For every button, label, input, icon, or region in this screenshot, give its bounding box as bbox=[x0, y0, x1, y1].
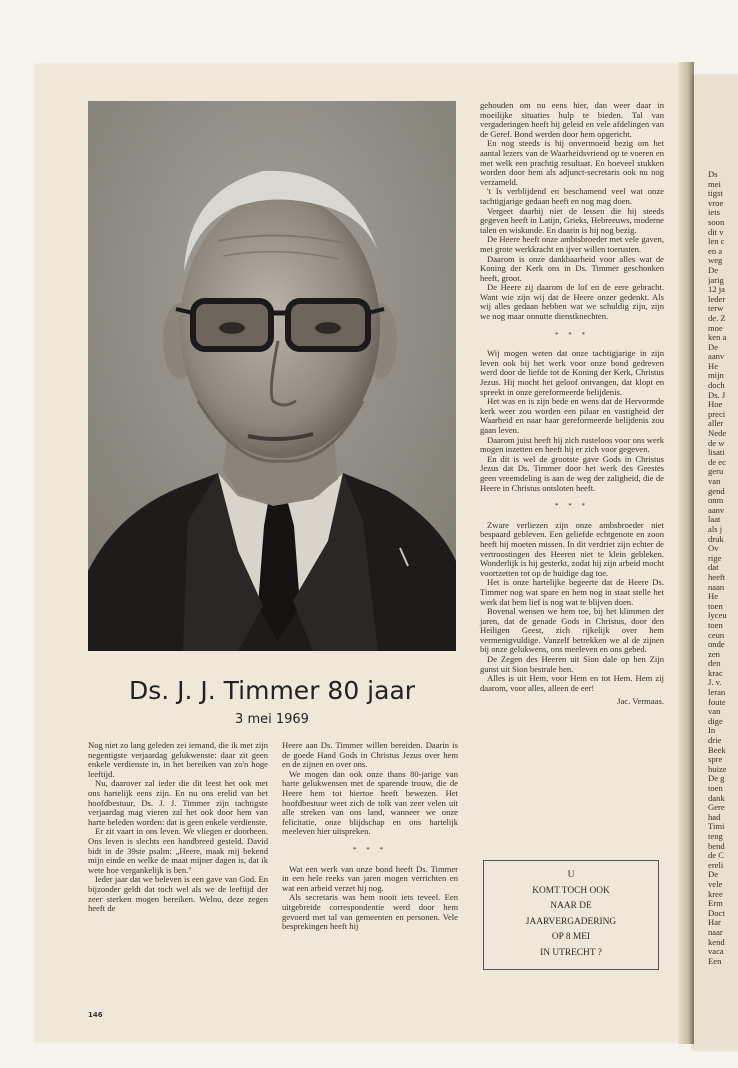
meeting-notice-box bbox=[483, 860, 659, 970]
next-page-fragment: J. v. bbox=[708, 677, 722, 688]
article-date: 3 mei 1969 bbox=[235, 712, 309, 727]
next-page-fragment: naar bbox=[708, 926, 723, 937]
next-page-fragment: kend bbox=[708, 936, 725, 947]
next-page-fragment: vele bbox=[708, 878, 723, 889]
portrait-image bbox=[88, 101, 456, 651]
next-page-fragment: mijn bbox=[708, 370, 724, 381]
next-page-fragment: Ds bbox=[708, 170, 718, 179]
next-page-fragment: laat bbox=[708, 514, 721, 525]
next-page-fragment: onde bbox=[708, 639, 725, 650]
section-divider: * * * bbox=[353, 845, 387, 854]
next-page-fragment: Har bbox=[708, 917, 721, 928]
paragraph: Als secretaris was hem nooit iets teveel. Een uitgebreide correspondentie werd door hem gevoerd met tal van gemeenten en personen. Vele besprekingen heeft hij bbox=[282, 892, 458, 932]
next-page-fragment: Erm bbox=[708, 898, 723, 909]
next-page-fragment: geru bbox=[708, 466, 724, 477]
paragraph: 't Is verblijdend en beschamend veel wat onze tachtigjarige gedaan heeft en nog mag doen. bbox=[480, 186, 664, 206]
notice-line: KOMT TOCH OOK bbox=[532, 885, 610, 896]
next-page-text-fragments bbox=[708, 170, 738, 966]
next-page-fragment: naan bbox=[708, 581, 725, 592]
next-page-fragment: iets bbox=[708, 207, 720, 218]
next-page-fragment: Hoe bbox=[708, 399, 723, 410]
paragraph: Het is onze hartelijke begeerte dat de Heere Ds. Timmer nog wat spare en hem nog in staat stelle het werk dat hem lief is nog wat te blijven doen. bbox=[480, 577, 664, 607]
next-page-fragment: In bbox=[708, 725, 716, 736]
next-page-fragment: onm bbox=[708, 495, 724, 506]
page-number: 146 bbox=[88, 1011, 103, 1019]
next-page-fragment: preci bbox=[708, 408, 726, 419]
next-page-fragment: jarig bbox=[708, 274, 724, 285]
section-divider: * * * bbox=[555, 502, 589, 511]
next-page-fragment: mei bbox=[708, 178, 721, 189]
next-page-fragment: 12 ja bbox=[708, 284, 725, 295]
notice-line: IN UTRECHT ? bbox=[540, 947, 602, 958]
next-page-fragment: zen bbox=[708, 648, 720, 659]
next-page-fragment: Ds. J bbox=[708, 389, 726, 400]
next-page-fragment: leran bbox=[708, 687, 726, 698]
paragraph: De Zegen des Heeren uit Sion dale op hen Zijn gunst uit Sion bestrale hen. bbox=[480, 654, 664, 674]
next-page-fragment: ereli bbox=[708, 859, 724, 870]
paragraph: Wat een werk van onze bond heeft Ds. Timmer in een hele reeks van jaren mogen verrichten en wat een arbeid verzet hij nog. bbox=[282, 863, 458, 893]
next-page-fragment: moe bbox=[708, 322, 723, 333]
next-page-fragment: len c bbox=[708, 236, 725, 247]
article-title: Ds. J. J. Timmer 80 jaar bbox=[128, 676, 416, 705]
next-page-fragment: dank bbox=[708, 792, 725, 803]
next-page-fragment: en a bbox=[708, 245, 723, 256]
paragraph: Heere aan Ds. Timmer willen bereiden. Daarin is de goede Hand Gods in Christus Jezus over hem en de zijnen en over ons. bbox=[282, 740, 458, 770]
author-signature: Jac. Vermaas. bbox=[617, 696, 664, 707]
next-page-fragment: lisati bbox=[708, 447, 725, 458]
notice-line: JAARVERGADERING bbox=[525, 916, 617, 927]
next-page-fragment: krac bbox=[708, 667, 723, 678]
next-page-fragment: leder bbox=[708, 293, 726, 304]
paragraph: Alles is uit Hem, voor Hem en tot Hem. Hem zij daarom, voor alles, alleen de eer! bbox=[480, 673, 664, 693]
next-page-fragment: foute bbox=[708, 696, 726, 707]
next-page-fragment: de. Z bbox=[708, 312, 726, 323]
next-page-fragment: aller bbox=[708, 418, 724, 429]
next-page-fragment: vaca bbox=[708, 946, 724, 957]
next-page-fragment: weg bbox=[708, 255, 723, 266]
next-page-fragment: druk bbox=[708, 533, 724, 544]
next-page-fragment: toen bbox=[708, 600, 723, 611]
text-column-2 bbox=[282, 741, 458, 932]
next-page-fragment: ceun bbox=[708, 629, 725, 640]
paragraph: Daarom is onze dankbaarheid voor alles wat de Koning der Kerk ons in Ds. Timmer geschonken heeft, groot. bbox=[480, 253, 664, 283]
text-column-3 bbox=[480, 101, 664, 707]
next-page-fragment: als j bbox=[708, 523, 723, 534]
next-page-fragment: He bbox=[708, 591, 719, 602]
next-page-fragment: De bbox=[708, 869, 719, 880]
paragraph: gehouden om nu eens hier, dan weer daar in moeilijke situaties hulp te bieden. Tal van vergaderingen heeft hij geleid en vele afdelingen van de Geref. Bond werden door hem opgericht. bbox=[480, 100, 664, 139]
next-page-fragment: De g bbox=[708, 773, 725, 784]
next-page-fragment: aanv bbox=[708, 351, 725, 362]
next-page-fragment: bend bbox=[708, 840, 725, 851]
next-page-fragment: He bbox=[708, 360, 719, 371]
next-page-fragment: huize bbox=[708, 763, 727, 774]
next-page-fragment: vroe bbox=[708, 197, 724, 208]
next-page-fragment: soon bbox=[708, 216, 725, 227]
text-column-1 bbox=[88, 741, 268, 914]
next-page-fragment: heeft bbox=[708, 571, 726, 582]
paragraph: De Heere zij daarom de lof en de eere gebracht. Want wie zijn wij dat de Heere onzer gedenkt. Als wij alles gedaan hebben wat we schuldig zijn, zijn we nog maar onnutte dienstknechten. bbox=[480, 282, 664, 322]
paragraph: Ieder jaar dat we beleven is een gave van God. En bijzonder geldt dat toch wel als we de leeftijd der zeer sterken mogen bereiken. Welnu, deze zegen heeft de bbox=[88, 874, 268, 914]
paragraph: Bovenal wensen we hem toe, bij het klimmen der jaren, dat de genade Gods in Christus, door den Heiligen Geest, zich rijkelijk over hem vermenigvuldige. Vanzelf betrekken we al de zijnen bij onze gelukwens, ons meeleven en ons gebed. bbox=[480, 606, 664, 655]
paragraph: Daarom juist heeft hij zich rusteloos voor ons werk mogen inzetten en heeft hij er zich voor gegeven. bbox=[480, 434, 664, 455]
next-page-fragment: toen bbox=[708, 619, 723, 630]
paragraph: Wij mogen weten dat onze tachtigjarige in zijn leven ook bij het werk voor onze bond gedreven werd door de liefde tot de Koning der Kerk, Christus Jezus. Hij mocht het geloof ontvangen, dat klopt en spreekt in onze gereformeerde belijdenis. bbox=[480, 348, 664, 397]
next-page-fragment: lyceu bbox=[708, 610, 727, 621]
next-page-fragment: De bbox=[708, 341, 719, 352]
paragraph: Zware verliezen zijn onze ambsbroeder niet bespaard gebleven. Een geliefde echtgenote en zoon heeft hij moeten missen. In dit verdriet zijn echter de vertroostingen des Heeren niet te klein gebleken. Wonderlijk is hij gesterkt, zodat hij zijn arbeid mocht voortzetten tot op de huidige dag toe. bbox=[480, 519, 664, 578]
next-page-fragment: gend bbox=[708, 485, 725, 496]
next-page-fragment: Gere bbox=[708, 802, 725, 813]
next-page-fragment: doch bbox=[708, 380, 725, 391]
next-page-fragment: tigst bbox=[708, 188, 723, 199]
next-page-fragment: van bbox=[708, 706, 721, 717]
next-page-fragment: terw bbox=[708, 303, 724, 314]
notice-line: NAAR DE bbox=[550, 901, 592, 911]
next-page-fragment: ken a bbox=[708, 332, 727, 343]
next-page-fragment: den bbox=[708, 658, 721, 669]
next-page-fragment: Timi bbox=[708, 821, 725, 832]
section-divider: * * * bbox=[555, 330, 589, 339]
notice-line: OP 8 MEI bbox=[551, 932, 591, 942]
next-page-fragment: de ec bbox=[708, 456, 726, 467]
next-page-fragment: dige bbox=[708, 715, 723, 726]
paragraph: Er zit vaart in ons leven. We vliegen er doorheen. Ons leven is slechts een handbreed gesteld. David bidt in de 39ste psalm: „Heere, maak mij bekend mijn einde en welke de maat mijner dagen is, dat ik wete hoe vergankelijk is ben." bbox=[88, 826, 268, 875]
paragraph: Nog niet zo lang geleden zei iemand, die ik met zijn negentigste verjaardag gelukwenste: daar zit geen enkele verdienste in, in het bereiken van zo'n hoge leeftijd. bbox=[88, 740, 268, 779]
next-page-fragment: Een bbox=[708, 955, 722, 966]
next-page-fragment: aanv bbox=[708, 504, 725, 515]
next-page-fragment: teng bbox=[708, 830, 723, 841]
paragraph: De Heere heeft onze ambtsbroeder met vele gaven, met grote werkkracht en ijver willen toerusten. bbox=[480, 234, 664, 254]
next-page-fragment: kree bbox=[708, 888, 723, 899]
paragraph: Het was en is zijn bede en wens dat de Hervormde kerk weer zou worden een pilaar en vastigheid der Waarheid en naar haar gereformeerde belijdenis zou gaan leven. bbox=[480, 396, 664, 435]
next-page-fragment: Doct bbox=[708, 907, 725, 918]
portrait-photo bbox=[88, 101, 456, 651]
next-page-fragment: de C bbox=[708, 850, 724, 861]
page-gutter bbox=[678, 62, 694, 1044]
next-page-fragment: toen bbox=[708, 783, 723, 793]
next-page-fragment: van bbox=[708, 476, 721, 486]
next-page-fragment: de w bbox=[708, 437, 725, 448]
paragraph: En dit is wel de grootste gave Gods in Christus Jezus dat Ds. Timmer door het werk des Geestes geen vreemdeling is aan de weg der zaligheid, die de Heere in Christus ontsloten heeft. bbox=[480, 453, 664, 493]
next-page-fragment: dit v bbox=[708, 226, 724, 237]
next-page-fragment: drie bbox=[708, 735, 722, 746]
paragraph: We mogen dan ook onze thans 80-jarige van harte gelukwensen met de sparende trouw, die de Heere hem tot hiertoe heeft bewezen. Het hoofdbestuur weet zich de tolk van zeer velen uit alle streken van ons land, wanneer we onze felicitatie, onze blijdschap en ons hartelijk meeleven hier uitspreken. bbox=[282, 768, 458, 837]
next-page-fragment: De bbox=[708, 264, 719, 275]
next-page-fragment: had bbox=[708, 811, 721, 822]
next-page-fragment: Ov bbox=[708, 543, 719, 554]
paragraph: Nu, daarover zal ieder die dit leest het ook met ons hartelijk eens zijn. En nu ons erelid van het hoofdbestuur, Ds. J. J. Timmer zijn tachtigste verjaardag mag vieren zal het ook door hem van harte beleden worden: dat is geen enkele verdienste. bbox=[88, 778, 268, 827]
paragraph: Vergeet daarbij niet de lessen die hij steeds gegeven heeft in Latijn, Grieks, Hebreeuws, moderne talen en wiskunde. En daarin is hij nog bezig. bbox=[480, 205, 664, 235]
next-page-fragment: rige bbox=[708, 552, 722, 563]
notice-line: U bbox=[567, 870, 575, 880]
next-page-fragment: dat bbox=[708, 562, 719, 573]
next-page-fragment: Beek bbox=[708, 744, 726, 755]
next-page-fragment: spre bbox=[708, 754, 723, 765]
next-page-fragment: Nede bbox=[708, 428, 727, 439]
paragraph: En nog steeds is hij onvermoeid bezig om het aantal lezers van de Waarheidsvriend op te voeren en met welk een prachtig resultaat. En hoeveel stukken worden door hem als adjunct-secretaris ook nu nog verzameld. bbox=[480, 138, 664, 187]
